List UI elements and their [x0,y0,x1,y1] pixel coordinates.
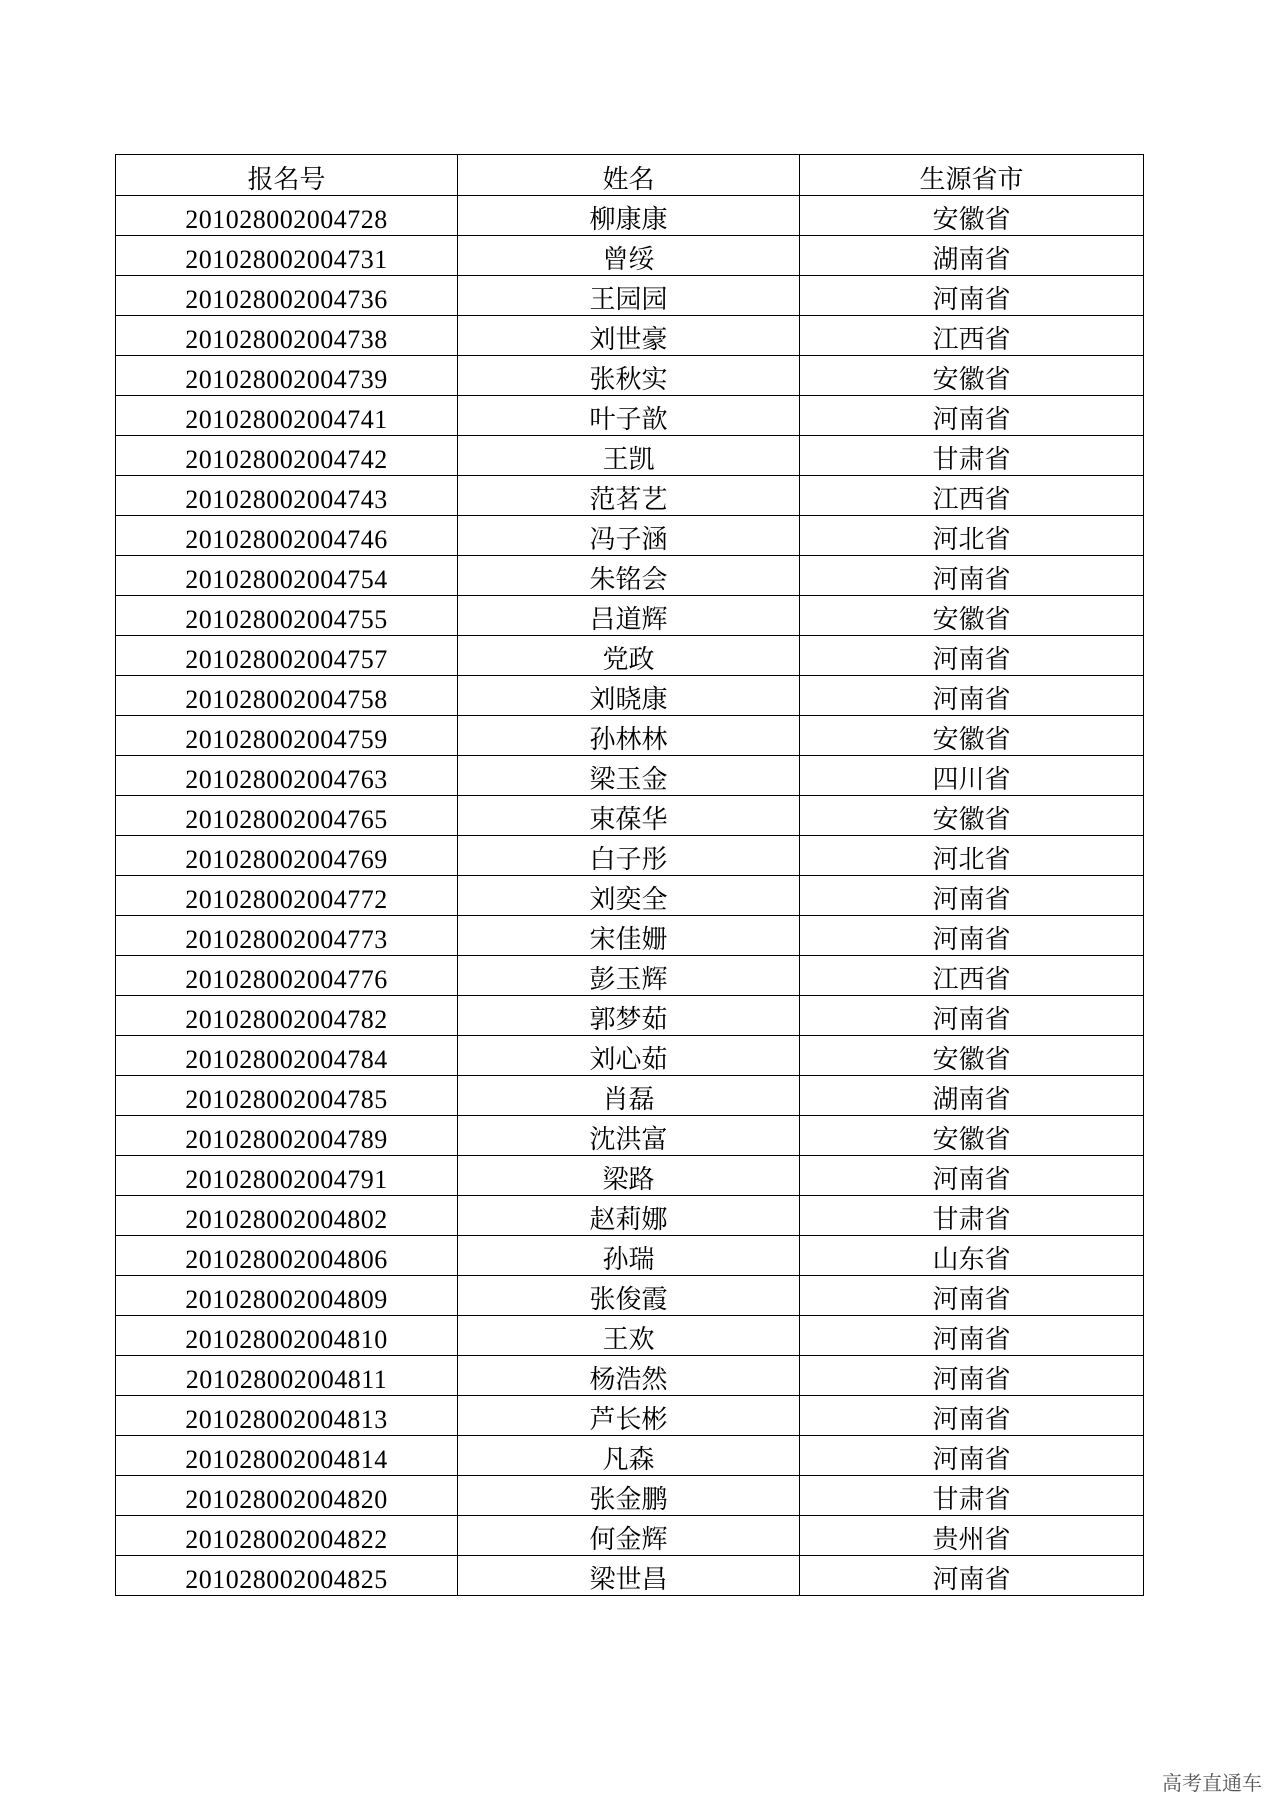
province-cell: 河南省 [800,1356,1144,1396]
table-row [116,276,1144,316]
registration-number-cell: 201028002004738 [116,316,458,356]
table-row [116,1276,1144,1316]
name-cell: 赵莉娜 [458,1196,800,1236]
table-row [116,676,1144,716]
registration-number-cell: 201028002004754 [116,556,458,596]
header-name: 姓名 [458,155,800,196]
table-row [116,556,1144,596]
registration-number-cell: 201028002004755 [116,596,458,636]
name-cell: 党政 [458,636,800,676]
table-row [116,1396,1144,1436]
name-cell: 凡森 [458,1436,800,1476]
province-cell: 河南省 [800,1436,1144,1476]
registration-number-cell: 201028002004776 [116,956,458,996]
table-row [116,396,1144,436]
registration-number-cell: 201028002004810 [116,1316,458,1356]
province-cell: 江西省 [800,316,1144,356]
registration-number-cell: 201028002004757 [116,636,458,676]
registration-number-cell: 201028002004789 [116,1116,458,1156]
table-row [116,1156,1144,1196]
table-row [116,1076,1144,1116]
table-row [116,476,1144,516]
registration-number-cell: 201028002004765 [116,796,458,836]
province-cell: 山东省 [800,1236,1144,1276]
table-row [116,1516,1144,1556]
table-row [116,1116,1144,1156]
province-cell: 河南省 [800,1276,1144,1316]
registration-number-cell: 201028002004784 [116,1036,458,1076]
name-cell: 柳康康 [458,196,800,236]
registration-number-cell: 201028002004813 [116,1396,458,1436]
province-cell: 河南省 [800,1556,1144,1596]
province-cell: 河南省 [800,676,1144,716]
province-cell: 江西省 [800,956,1144,996]
table-row [116,636,1144,676]
table-row [116,1196,1144,1236]
province-cell: 甘肃省 [800,1476,1144,1516]
header-province: 生源省市 [800,155,1144,196]
province-cell: 安徽省 [800,1116,1144,1156]
name-cell: 梁世昌 [458,1556,800,1596]
province-cell: 安徽省 [800,1036,1144,1076]
table-row [116,1436,1144,1476]
name-cell: 刘心茹 [458,1036,800,1076]
name-cell: 束葆华 [458,796,800,836]
table-header-row [116,155,1144,196]
province-cell: 河南省 [800,556,1144,596]
registration-number-cell: 201028002004742 [116,436,458,476]
registration-number-cell: 201028002004731 [116,236,458,276]
name-cell: 何金辉 [458,1516,800,1556]
table-row [116,436,1144,476]
table-row [116,956,1144,996]
roster-table [115,154,1144,1596]
province-cell: 河南省 [800,1396,1144,1436]
registration-number-cell: 201028002004739 [116,356,458,396]
province-cell: 安徽省 [800,716,1144,756]
registration-number-cell: 201028002004811 [116,1356,458,1396]
name-cell: 孙瑞 [458,1236,800,1276]
name-cell: 王欢 [458,1316,800,1356]
watermark-text: 高考直通车 [1162,1771,1262,1795]
province-cell: 安徽省 [800,196,1144,236]
table-row [116,1356,1144,1396]
province-cell: 贵州省 [800,1516,1144,1556]
province-cell: 安徽省 [800,796,1144,836]
province-cell: 湖南省 [800,236,1144,276]
province-cell: 安徽省 [800,596,1144,636]
name-cell: 吕道辉 [458,596,800,636]
province-cell: 安徽省 [800,356,1144,396]
name-cell: 张秋实 [458,356,800,396]
table-row [116,716,1144,756]
province-cell: 河南省 [800,996,1144,1036]
name-cell: 范茗艺 [458,476,800,516]
registration-number-cell: 201028002004785 [116,1076,458,1116]
name-cell: 曾绥 [458,236,800,276]
province-cell: 河南省 [800,916,1144,956]
table-row [116,836,1144,876]
registration-number-cell: 201028002004728 [116,196,458,236]
name-cell: 白子彤 [458,836,800,876]
table-row [116,1316,1144,1356]
province-cell: 河南省 [800,396,1144,436]
name-cell: 沈洪富 [458,1116,800,1156]
name-cell: 杨浩然 [458,1356,800,1396]
registration-number-cell: 201028002004769 [116,836,458,876]
name-cell: 彭玉辉 [458,956,800,996]
province-cell: 河南省 [800,876,1144,916]
province-cell: 江西省 [800,476,1144,516]
name-cell: 叶子歆 [458,396,800,436]
registration-number-cell: 201028002004814 [116,1436,458,1476]
registration-number-cell: 201028002004773 [116,916,458,956]
name-cell: 王凯 [458,436,800,476]
name-cell: 张金鹏 [458,1476,800,1516]
registration-number-cell: 201028002004806 [116,1236,458,1276]
registration-number-cell: 201028002004743 [116,476,458,516]
registration-number-cell: 201028002004759 [116,716,458,756]
name-cell: 肖磊 [458,1076,800,1116]
name-cell: 梁路 [458,1156,800,1196]
registration-number-cell: 201028002004825 [116,1556,458,1596]
registration-number-cell: 201028002004802 [116,1196,458,1236]
table-row [116,916,1144,956]
registration-number-cell: 201028002004741 [116,396,458,436]
table-body [116,196,1144,1596]
registration-number-cell: 201028002004809 [116,1276,458,1316]
table-row [116,196,1144,236]
registration-number-cell: 201028002004746 [116,516,458,556]
province-cell: 河南省 [800,276,1144,316]
province-cell: 河北省 [800,836,1144,876]
name-cell: 梁玉金 [458,756,800,796]
registration-number-cell: 201028002004820 [116,1476,458,1516]
table-row [116,236,1144,276]
province-cell: 四川省 [800,756,1144,796]
name-cell: 芦长彬 [458,1396,800,1436]
table-row [116,756,1144,796]
registration-number-cell: 201028002004736 [116,276,458,316]
name-cell: 张俊霞 [458,1276,800,1316]
name-cell: 冯子涵 [458,516,800,556]
registration-number-cell: 201028002004791 [116,1156,458,1196]
province-cell: 湖南省 [800,1076,1144,1116]
table-row [116,316,1144,356]
registration-number-cell: 201028002004758 [116,676,458,716]
name-cell: 宋佳姗 [458,916,800,956]
name-cell: 刘世豪 [458,316,800,356]
table-row [116,1556,1144,1596]
registration-number-cell: 201028002004763 [116,756,458,796]
name-cell: 刘晓康 [458,676,800,716]
name-cell: 孙林林 [458,716,800,756]
table-row [116,356,1144,396]
name-cell: 郭梦茹 [458,996,800,1036]
table-row [116,996,1144,1036]
table-row [116,516,1144,556]
province-cell: 甘肃省 [800,1196,1144,1236]
name-cell: 朱铭会 [458,556,800,596]
name-cell: 王园园 [458,276,800,316]
table-row [116,596,1144,636]
header-registration-number: 报名号 [116,155,458,196]
registration-number-cell: 201028002004782 [116,996,458,1036]
registration-number-cell: 201028002004822 [116,1516,458,1556]
table-row [116,1476,1144,1516]
table-row [116,1236,1144,1276]
table-row [116,1036,1144,1076]
table-row [116,796,1144,836]
province-cell: 甘肃省 [800,436,1144,476]
registration-number-cell: 201028002004772 [116,876,458,916]
name-cell: 刘奕全 [458,876,800,916]
table-row [116,876,1144,916]
province-cell: 河南省 [800,1316,1144,1356]
province-cell: 河北省 [800,516,1144,556]
province-cell: 河南省 [800,1156,1144,1196]
province-cell: 河南省 [800,636,1144,676]
